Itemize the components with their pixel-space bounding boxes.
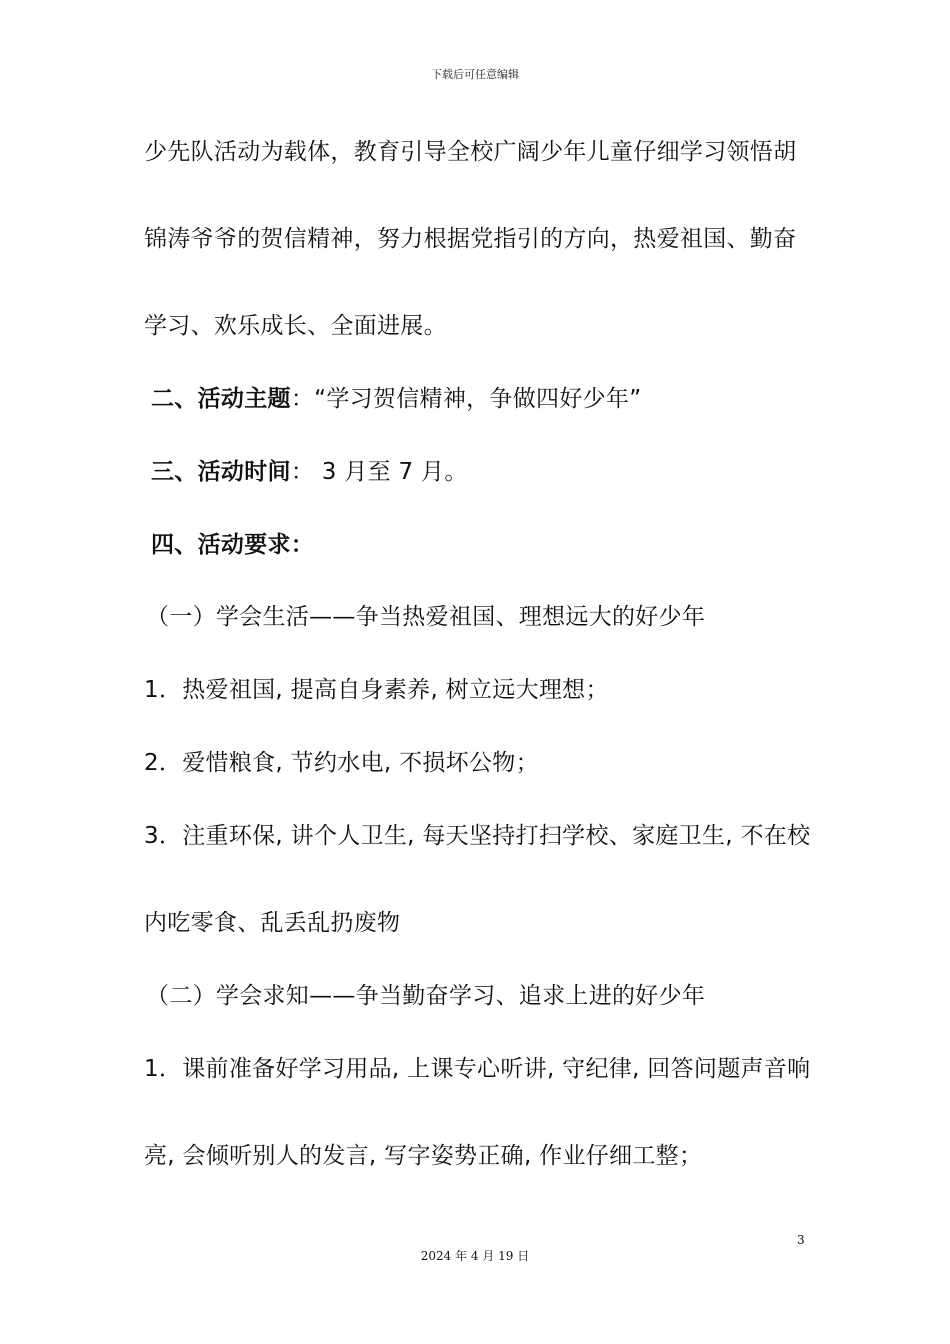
list-item: 1．课前准备好学习用品, 上课专心听讲, 守纪律, 回答问题声音响 xyxy=(144,1056,811,1082)
section-theme xyxy=(151,384,641,414)
section-heading: 四、活动要求： xyxy=(151,532,315,558)
page-number: 3 xyxy=(797,1233,805,1247)
page-header: 下载后可任意编辑 xyxy=(431,68,519,81)
section-heading: 二、活动主题 xyxy=(151,386,291,412)
subsection-title: （一）学会生活——争当热爱祖国、理想远大的好少年 xyxy=(146,604,706,630)
list-item-continuation: 亮, 会倾听别人的发言, 写字姿势正确, 作业仔细工整； xyxy=(144,1143,703,1169)
footer-date: 2024 年 4 月 19 日 xyxy=(420,1249,530,1263)
list-item: 1．热爱祖国, 提高自身素养, 树立远大理想； xyxy=(144,677,609,703)
section-heading: 三、活动时间 xyxy=(151,459,291,485)
section-text: ：“学习贺信精神，争做四好少年” xyxy=(290,386,642,412)
paragraph-line: 锦涛爷爷的贺信精神，努力根据党指引的方向，热爱祖国、勤奋 xyxy=(144,226,797,252)
list-item-continuation: 内吃零食、乱丢乱扔废物 xyxy=(144,910,401,936)
list-item: 3．注重环保, 讲个人卫生, 每天坚持打扫学校、家庭卫生, 不在校 xyxy=(144,823,811,849)
list-item: 2．爱惜粮食, 节约水电, 不损坏公物； xyxy=(144,750,539,776)
section-text: ： 3 月至 7 月。 xyxy=(290,459,468,485)
paragraph-line: 学习、欢乐成长、全面进展。 xyxy=(144,313,447,339)
subsection-title: （二）学会求知——争当勤奋学习、追求上进的好少年 xyxy=(146,983,706,1009)
section-time xyxy=(151,457,468,487)
paragraph-line: 少先队活动为载体，教育引导全校广阔少年儿童仔细学习领悟胡 xyxy=(144,139,797,165)
